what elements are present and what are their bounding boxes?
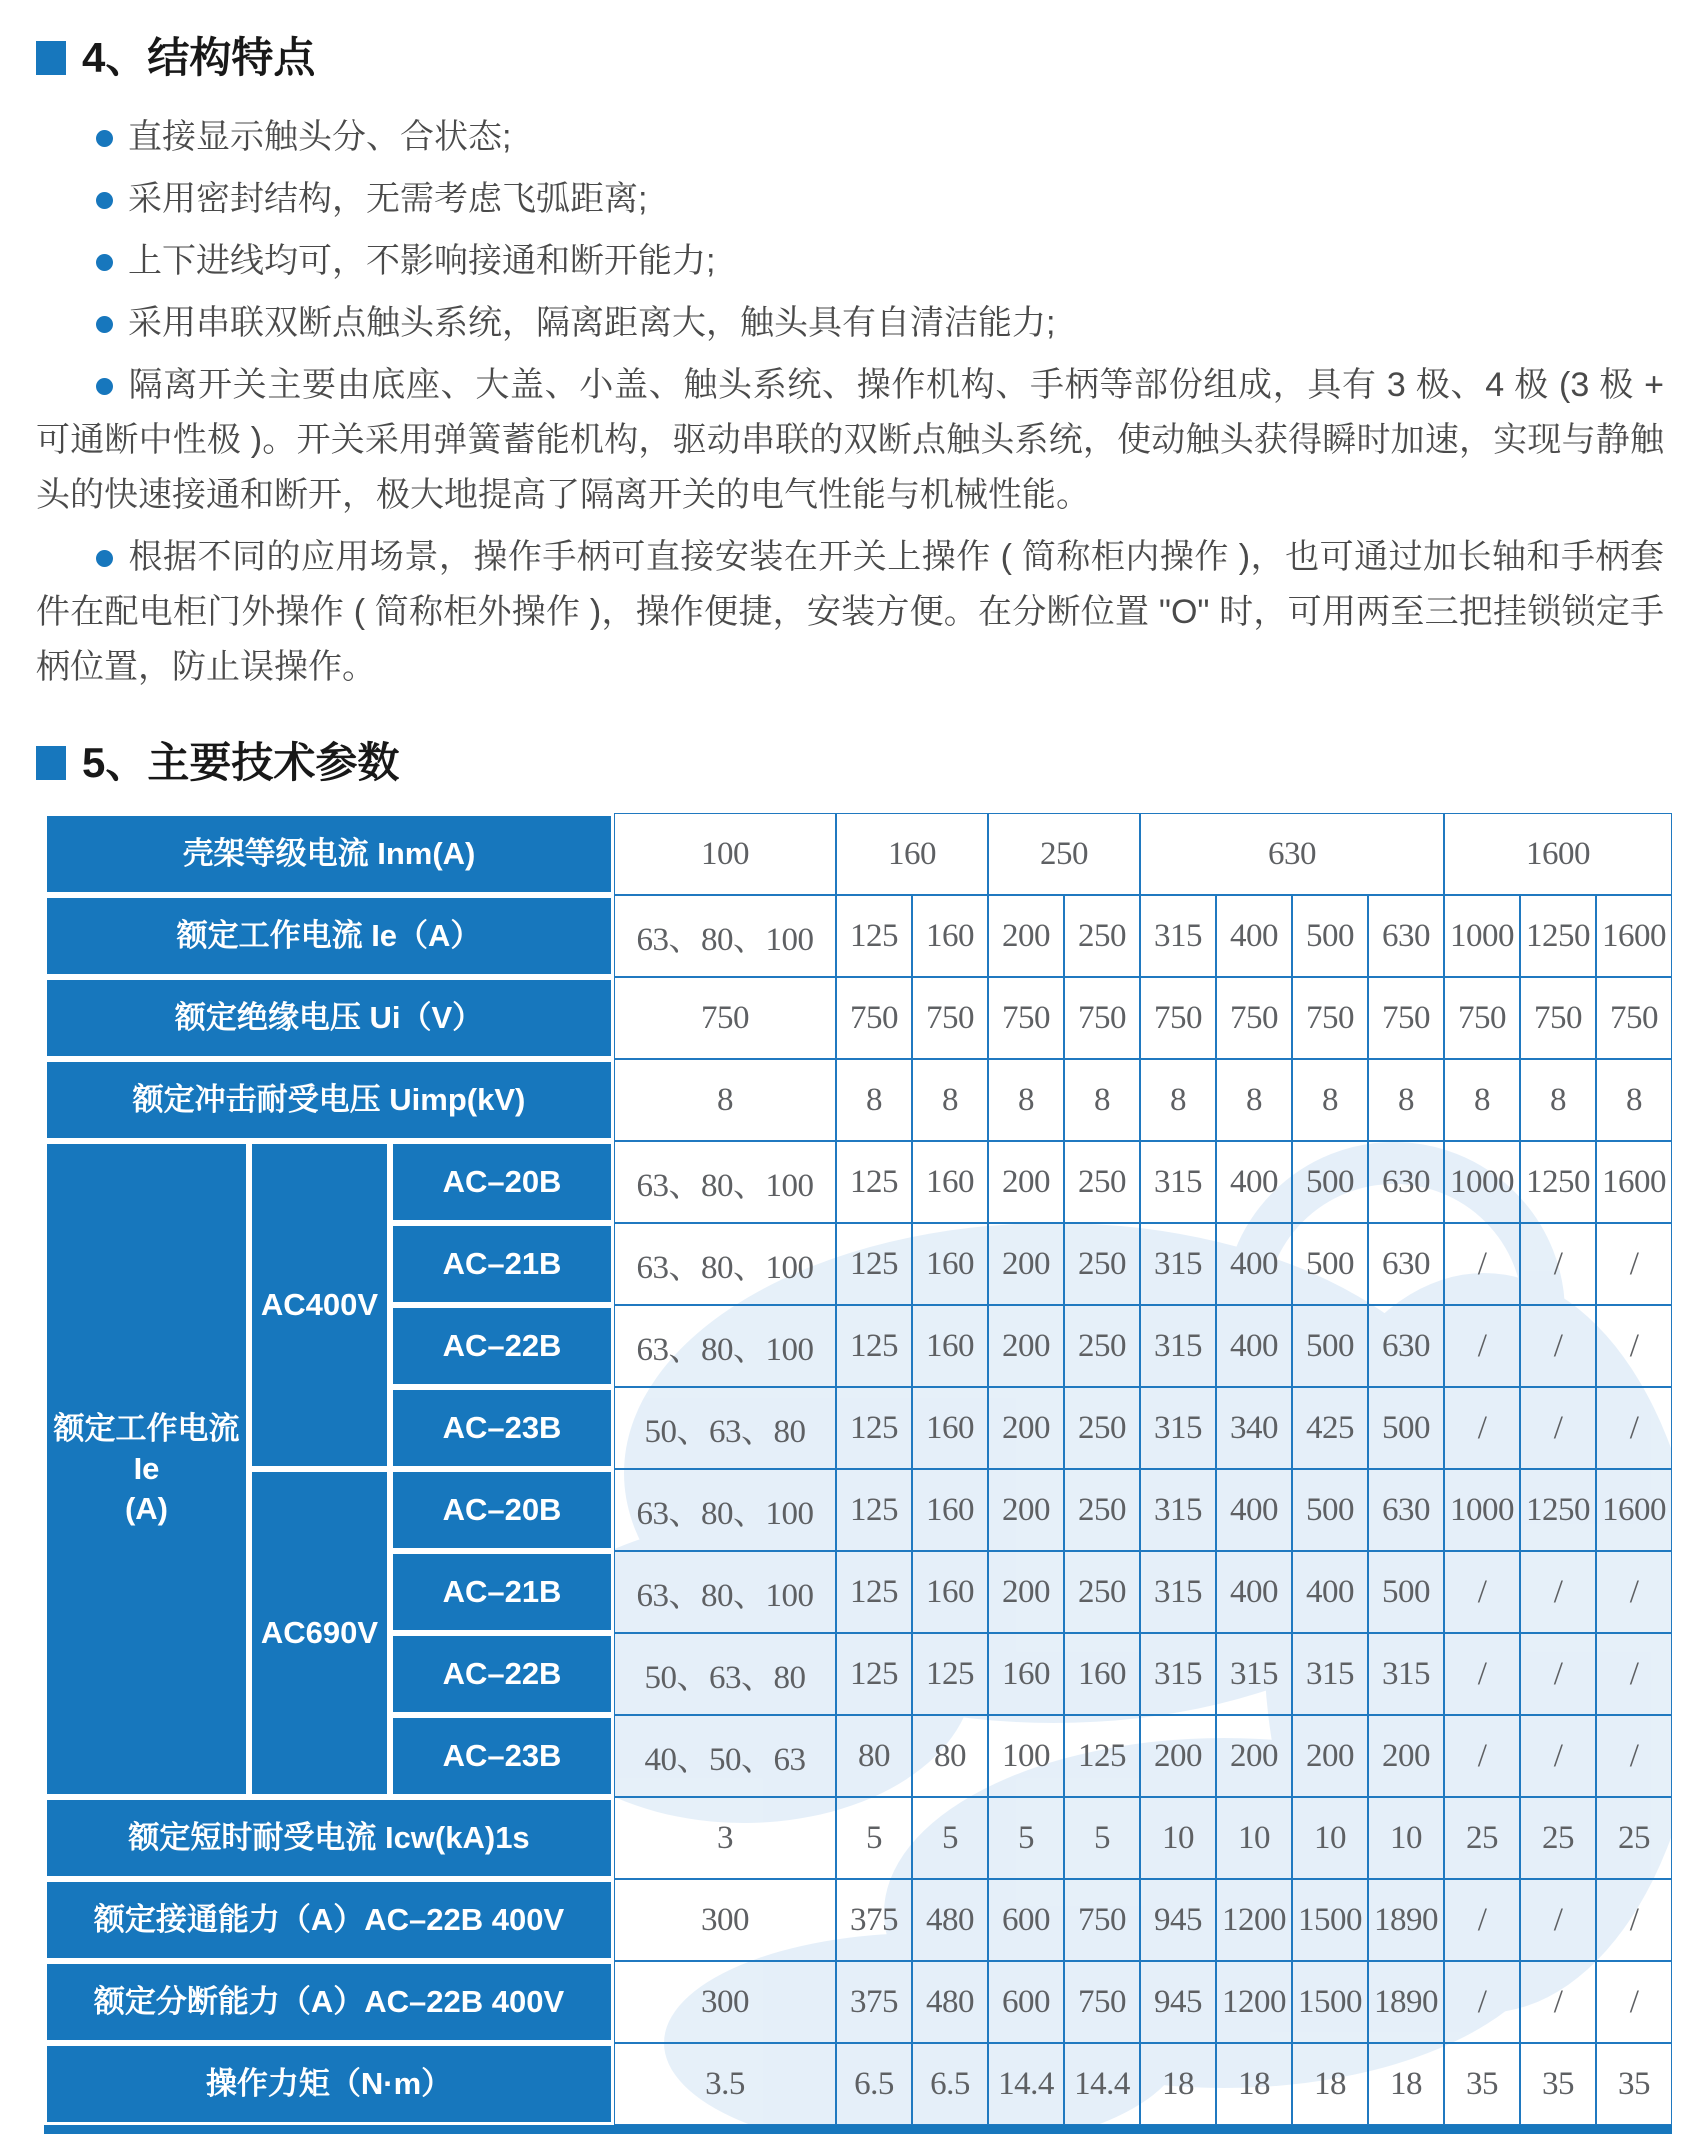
table-header-cell: 额定绝缘电压 Ui（V） bbox=[44, 977, 614, 1059]
table-data-cell: 200 bbox=[1216, 1715, 1292, 1797]
table-data-cell: 10 bbox=[1216, 1797, 1292, 1879]
table-data-cell: 100 bbox=[988, 1715, 1064, 1797]
table-data-cell: / bbox=[1444, 1633, 1520, 1715]
table-data-cell: 18 bbox=[1216, 2043, 1292, 2125]
table-data-cell: 1500 bbox=[1292, 1961, 1368, 2043]
table-data-cell: 200 bbox=[988, 1387, 1064, 1469]
table-data-cell: 250 bbox=[1064, 1469, 1140, 1551]
table-data-cell: 200 bbox=[988, 1223, 1064, 1305]
section4-title-block bbox=[36, 34, 1664, 82]
table-data-cell: 160 bbox=[912, 1305, 988, 1387]
table-data-cell: 160 bbox=[912, 1387, 988, 1469]
table-header-cell: 额定短时耐受电流 Icw(kA)1s bbox=[44, 1797, 614, 1879]
table-data-cell: 160 bbox=[836, 813, 988, 895]
table-data-cell: 400 bbox=[1216, 1305, 1292, 1387]
table-data-cell: 35 bbox=[1520, 2043, 1596, 2125]
table-data-cell: 315 bbox=[1140, 1223, 1216, 1305]
table-header-cell: 壳架等级电流 Inm(A) bbox=[44, 813, 614, 895]
table-data-cell: 945 bbox=[1140, 1961, 1216, 2043]
table-data-cell: 8 bbox=[1216, 1059, 1292, 1141]
table-data-cell: 500 bbox=[1292, 1469, 1368, 1551]
table-header-cell: AC–21B bbox=[390, 1551, 614, 1633]
table-data-cell: 8 bbox=[1368, 1059, 1444, 1141]
table-data-cell: 300 bbox=[614, 1961, 836, 2043]
table-data-cell: 200 bbox=[988, 1551, 1064, 1633]
table-data-cell: 160 bbox=[1064, 1633, 1140, 1715]
table-data-cell: 200 bbox=[988, 1469, 1064, 1551]
table-data-cell: 160 bbox=[912, 1551, 988, 1633]
table-data-cell: 25 bbox=[1520, 1797, 1596, 1879]
table-data-cell: 200 bbox=[988, 1141, 1064, 1223]
table-row bbox=[44, 1797, 1672, 1879]
table-data-cell: 630 bbox=[1368, 1223, 1444, 1305]
table-header-cell: 额定接通能力（A）AC–22B 400V bbox=[44, 1879, 614, 1961]
table-data-cell: 63、80、100 bbox=[614, 1141, 836, 1223]
table-header-cell: 额定冲击耐受电压 Uimp(kV) bbox=[44, 1059, 614, 1141]
bullet-dot-icon bbox=[96, 192, 113, 209]
table-data-cell: 160 bbox=[912, 895, 988, 977]
table-data-cell: / bbox=[1520, 1305, 1596, 1387]
table-data-cell: 1600 bbox=[1444, 813, 1672, 895]
table-data-cell: 1600 bbox=[1596, 1469, 1672, 1551]
table-data-cell: 375 bbox=[836, 1879, 912, 1961]
section-marker-square-icon bbox=[36, 746, 66, 780]
table-data-cell: 125 bbox=[836, 1551, 912, 1633]
bullet-item: 隔离开关主要由底座、大盖、小盖、触头系统、操作机构、手柄等部份组成，具有 3 极、4 极 (3 极 + 可通断中性极 )。开关采用弹簧蓄能机构，驱动串联的双断点触头系统，使动触头获得瞬时加速，实现与静触头的快速接通和断开，极大地提高了隔离开关的电气性能与机械性能。 bbox=[36, 366, 1664, 514]
table-data-cell: 1000 bbox=[1444, 1469, 1520, 1551]
table-data-cell: 6.5 bbox=[836, 2043, 912, 2125]
table-data-cell: 1250 bbox=[1520, 895, 1596, 977]
table-data-cell: 250 bbox=[1064, 1305, 1140, 1387]
table-data-cell: 750 bbox=[614, 977, 836, 1059]
table-data-cell: 480 bbox=[912, 1879, 988, 1961]
table-data-cell: 125 bbox=[836, 1141, 912, 1223]
table-header-cell: AC–23B bbox=[390, 1387, 614, 1469]
table-data-cell: 1200 bbox=[1216, 1961, 1292, 2043]
table-data-cell: 315 bbox=[1140, 1469, 1216, 1551]
table-header-cell: AC–23B bbox=[390, 1715, 614, 1797]
table-header-cell: 操作力矩（N·m） bbox=[44, 2043, 614, 2125]
table-data-cell: 8 bbox=[1596, 1059, 1672, 1141]
table-data-cell: 315 bbox=[1140, 1387, 1216, 1469]
table-data-cell: 8 bbox=[912, 1059, 988, 1141]
table-data-cell: 125 bbox=[836, 1305, 912, 1387]
bullet-dot-icon bbox=[96, 316, 113, 333]
table-data-cell: 250 bbox=[1064, 1551, 1140, 1633]
table-data-cell: / bbox=[1596, 1305, 1672, 1387]
table-data-cell: 5 bbox=[836, 1797, 912, 1879]
table-data-cell: 500 bbox=[1368, 1551, 1444, 1633]
table-data-cell: 750 bbox=[836, 977, 912, 1059]
table-data-cell: 480 bbox=[912, 1961, 988, 2043]
table-data-cell: 630 bbox=[1140, 813, 1444, 895]
table-data-cell: 750 bbox=[1596, 977, 1672, 1059]
table-data-cell: 63、80、100 bbox=[614, 1305, 836, 1387]
section5-title-block bbox=[36, 739, 1664, 787]
bullet-item: 直接显示触头分、合状态; bbox=[36, 110, 1664, 165]
table-data-cell: 750 bbox=[1216, 977, 1292, 1059]
table-data-cell: 750 bbox=[1292, 977, 1368, 1059]
table-data-cell: 63、80、100 bbox=[614, 1551, 836, 1633]
table-header-cell: AC–22B bbox=[390, 1305, 614, 1387]
table-data-cell: 400 bbox=[1216, 1141, 1292, 1223]
table-header-cell: 额定工作电流 Ie（A） bbox=[44, 895, 614, 977]
table-data-cell: 500 bbox=[1292, 895, 1368, 977]
table-data-cell: 1200 bbox=[1216, 1879, 1292, 1961]
spec-table-body bbox=[44, 813, 1672, 2125]
table-data-cell: 160 bbox=[912, 1469, 988, 1551]
section4-title: 4、结构特点 bbox=[82, 34, 316, 81]
table-data-cell: / bbox=[1520, 1551, 1596, 1633]
table-data-cell: 250 bbox=[1064, 895, 1140, 977]
table-data-cell: 750 bbox=[1368, 977, 1444, 1059]
table-row bbox=[44, 977, 1672, 1059]
table-data-cell: 315 bbox=[1140, 895, 1216, 977]
table-data-cell: 160 bbox=[988, 1633, 1064, 1715]
table-data-cell: 125 bbox=[836, 1387, 912, 1469]
table-data-cell: 8 bbox=[1444, 1059, 1520, 1141]
table-data-cell: 200 bbox=[1368, 1715, 1444, 1797]
bullet-dot-icon bbox=[96, 378, 113, 395]
table-data-cell: 10 bbox=[1292, 1797, 1368, 1879]
table-data-cell: / bbox=[1520, 1223, 1596, 1305]
section5-title: 5、主要技术参数 bbox=[82, 739, 400, 786]
bullet-dot-icon bbox=[96, 254, 113, 271]
table-bottom-bar bbox=[44, 2125, 1672, 2134]
table-data-cell: 630 bbox=[1368, 1469, 1444, 1551]
table-data-cell: 750 bbox=[1064, 977, 1140, 1059]
table-data-cell: / bbox=[1444, 1715, 1520, 1797]
table-data-cell: 5 bbox=[912, 1797, 988, 1879]
table-data-cell: / bbox=[1444, 1551, 1520, 1633]
table-header-cell: AC690V bbox=[249, 1469, 390, 1797]
table-header-cell: AC–22B bbox=[390, 1633, 614, 1715]
table-data-cell: 400 bbox=[1216, 1551, 1292, 1633]
table-header-cell: AC400V bbox=[249, 1141, 390, 1469]
table-data-cell: 8 bbox=[1292, 1059, 1368, 1141]
table-data-cell: 200 bbox=[988, 1305, 1064, 1387]
table-data-cell: 1890 bbox=[1368, 1879, 1444, 1961]
table-data-cell: 750 bbox=[988, 977, 1064, 1059]
table-data-cell: 10 bbox=[1368, 1797, 1444, 1879]
table-data-cell: 35 bbox=[1596, 2043, 1672, 2125]
table-header-cell: AC–20B bbox=[390, 1469, 614, 1551]
table-row bbox=[44, 1059, 1672, 1141]
bullet-dot-icon bbox=[96, 130, 113, 147]
spec-table bbox=[44, 813, 1672, 2125]
bullet-item: 根据不同的应用场景，操作手柄可直接安装在开关上操作 ( 简称柜内操作 )，也可通过加长轴和手柄套件在配电柜门外操作 ( 简称柜外操作 )，操作便捷，安装方便。在分断位置 "O" 时，可用两至三把挂锁锁定手柄位置，防止误操作。 bbox=[36, 538, 1664, 686]
table-data-cell: 750 bbox=[1064, 1961, 1140, 2043]
table-data-cell: 125 bbox=[836, 1223, 912, 1305]
table-data-cell: / bbox=[1444, 1879, 1520, 1961]
table-data-cell: 18 bbox=[1292, 2043, 1368, 2125]
table-data-cell: 125 bbox=[836, 1633, 912, 1715]
table-data-cell: 600 bbox=[988, 1961, 1064, 2043]
table-data-cell: 50、63、80 bbox=[614, 1387, 836, 1469]
table-data-cell: 400 bbox=[1216, 1223, 1292, 1305]
table-data-cell: / bbox=[1444, 1223, 1520, 1305]
bullet-item: 采用串联双断点触头系统，隔离距离大，触头具有自清洁能力; bbox=[36, 296, 1664, 351]
table-data-cell: 315 bbox=[1216, 1633, 1292, 1715]
table-data-cell: 1600 bbox=[1596, 1141, 1672, 1223]
table-header-cell: 额定工作电流 Ie (A) bbox=[44, 1141, 249, 1797]
table-data-cell: 8 bbox=[614, 1059, 836, 1141]
table-data-cell: / bbox=[1520, 1633, 1596, 1715]
table-data-cell: 5 bbox=[988, 1797, 1064, 1879]
bullet-list bbox=[36, 110, 1664, 695]
table-data-cell: 630 bbox=[1368, 895, 1444, 977]
table-row bbox=[44, 1469, 1672, 1551]
table-data-cell: 6.5 bbox=[912, 2043, 988, 2125]
table-data-cell: 14.4 bbox=[1064, 2043, 1140, 2125]
table-data-cell: 8 bbox=[1064, 1059, 1140, 1141]
table-data-cell: 200 bbox=[1140, 1715, 1216, 1797]
table-data-cell: 630 bbox=[1368, 1305, 1444, 1387]
spec-table-wrapper bbox=[44, 813, 1672, 2134]
table-data-cell: / bbox=[1596, 1633, 1672, 1715]
table-data-cell: 50、63、80 bbox=[614, 1633, 836, 1715]
table-data-cell: 125 bbox=[1064, 1715, 1140, 1797]
table-data-cell: / bbox=[1596, 1223, 1672, 1305]
table-data-cell: 500 bbox=[1368, 1387, 1444, 1469]
table-data-cell: 40、50、63 bbox=[614, 1715, 836, 1797]
bullet-dot-icon bbox=[96, 550, 113, 567]
table-data-cell: 750 bbox=[1140, 977, 1216, 1059]
table-header-cell: AC–20B bbox=[390, 1141, 614, 1223]
table-header-cell: AC–21B bbox=[390, 1223, 614, 1305]
table-data-cell: 35 bbox=[1444, 2043, 1520, 2125]
table-data-cell: 500 bbox=[1292, 1223, 1368, 1305]
table-data-cell: 630 bbox=[1368, 1141, 1444, 1223]
table-header-cell: 额定分断能力（A）AC–22B 400V bbox=[44, 1961, 614, 2043]
table-data-cell: 80 bbox=[912, 1715, 988, 1797]
table-data-cell: 945 bbox=[1140, 1879, 1216, 1961]
table-data-cell: 8 bbox=[988, 1059, 1064, 1141]
table-data-cell: / bbox=[1520, 1961, 1596, 2043]
table-row bbox=[44, 1879, 1672, 1961]
table-data-cell: 400 bbox=[1216, 895, 1292, 977]
bullet-item: 上下进线均可，不影响接通和断开能力; bbox=[36, 234, 1664, 289]
table-data-cell: 250 bbox=[1064, 1223, 1140, 1305]
table-data-cell: 750 bbox=[1520, 977, 1596, 1059]
table-data-cell: 3.5 bbox=[614, 2043, 836, 2125]
table-data-cell: 3 bbox=[614, 1797, 836, 1879]
table-data-cell: 340 bbox=[1216, 1387, 1292, 1469]
table-data-cell: 100 bbox=[614, 813, 836, 895]
table-data-cell: 8 bbox=[1520, 1059, 1596, 1141]
table-data-cell: 25 bbox=[1596, 1797, 1672, 1879]
table-data-cell: 18 bbox=[1368, 2043, 1444, 2125]
table-data-cell: / bbox=[1444, 1387, 1520, 1469]
table-data-cell: 375 bbox=[836, 1961, 912, 2043]
table-data-cell: / bbox=[1444, 1961, 1520, 2043]
table-data-cell: 10 bbox=[1140, 1797, 1216, 1879]
table-data-cell: 250 bbox=[1064, 1141, 1140, 1223]
table-data-cell: 500 bbox=[1292, 1141, 1368, 1223]
table-data-cell: 1000 bbox=[1444, 1141, 1520, 1223]
table-data-cell: 25 bbox=[1444, 1797, 1520, 1879]
table-data-cell: 125 bbox=[912, 1633, 988, 1715]
table-data-cell: 315 bbox=[1292, 1633, 1368, 1715]
table-data-cell: / bbox=[1596, 1387, 1672, 1469]
table-data-cell: 160 bbox=[912, 1141, 988, 1223]
table-data-cell: / bbox=[1520, 1387, 1596, 1469]
table-data-cell: 500 bbox=[1292, 1305, 1368, 1387]
table-data-cell: / bbox=[1596, 1551, 1672, 1633]
table-data-cell: 125 bbox=[836, 1469, 912, 1551]
table-data-cell: 200 bbox=[1292, 1715, 1368, 1797]
table-data-cell: 8 bbox=[1140, 1059, 1216, 1141]
table-data-cell: 250 bbox=[988, 813, 1140, 895]
table-data-cell: 750 bbox=[1064, 1879, 1140, 1961]
table-data-cell: 5 bbox=[1064, 1797, 1140, 1879]
table-data-cell: 14.4 bbox=[988, 2043, 1064, 2125]
table-data-cell: 250 bbox=[1064, 1387, 1140, 1469]
table-data-cell: 1890 bbox=[1368, 1961, 1444, 2043]
table-data-cell: 400 bbox=[1292, 1551, 1368, 1633]
table-data-cell: 750 bbox=[912, 977, 988, 1059]
table-row bbox=[44, 1961, 1672, 2043]
table-data-cell: 8 bbox=[836, 1059, 912, 1141]
table-data-cell: 315 bbox=[1140, 1305, 1216, 1387]
table-data-cell: 300 bbox=[614, 1879, 836, 1961]
table-data-cell: 1600 bbox=[1596, 895, 1672, 977]
table-row bbox=[44, 2043, 1672, 2125]
table-data-cell: / bbox=[1520, 1879, 1596, 1961]
table-row bbox=[44, 895, 1672, 977]
table-data-cell: 63、80、100 bbox=[614, 895, 836, 977]
table-data-cell: 315 bbox=[1140, 1141, 1216, 1223]
table-data-cell: 315 bbox=[1140, 1633, 1216, 1715]
table-data-cell: 315 bbox=[1140, 1551, 1216, 1633]
table-data-cell: / bbox=[1596, 1961, 1672, 2043]
table-data-cell: 160 bbox=[912, 1223, 988, 1305]
table-data-cell: 63、80、100 bbox=[614, 1223, 836, 1305]
table-data-cell: 125 bbox=[836, 895, 912, 977]
bullet-item: 采用密封结构，无需考虑飞弧距离; bbox=[36, 172, 1664, 227]
section-marker-square-icon bbox=[36, 41, 66, 75]
table-data-cell: / bbox=[1596, 1879, 1672, 1961]
table-data-cell: / bbox=[1596, 1715, 1672, 1797]
table-data-cell: 400 bbox=[1216, 1469, 1292, 1551]
table-data-cell: 1500 bbox=[1292, 1879, 1368, 1961]
table-data-cell: / bbox=[1444, 1305, 1520, 1387]
table-data-cell: 600 bbox=[988, 1879, 1064, 1961]
table-data-cell: 1250 bbox=[1520, 1141, 1596, 1223]
table-data-cell: 18 bbox=[1140, 2043, 1216, 2125]
table-data-cell: 425 bbox=[1292, 1387, 1368, 1469]
table-data-cell: 1250 bbox=[1520, 1469, 1596, 1551]
table-data-cell: 200 bbox=[988, 895, 1064, 977]
table-data-cell: / bbox=[1520, 1715, 1596, 1797]
table-data-cell: 1000 bbox=[1444, 895, 1520, 977]
table-data-cell: 80 bbox=[836, 1715, 912, 1797]
table-data-cell: 315 bbox=[1368, 1633, 1444, 1715]
table-row bbox=[44, 813, 1672, 895]
table-data-cell: 63、80、100 bbox=[614, 1469, 836, 1551]
table-row bbox=[44, 1141, 1672, 1223]
table-data-cell: 750 bbox=[1444, 977, 1520, 1059]
